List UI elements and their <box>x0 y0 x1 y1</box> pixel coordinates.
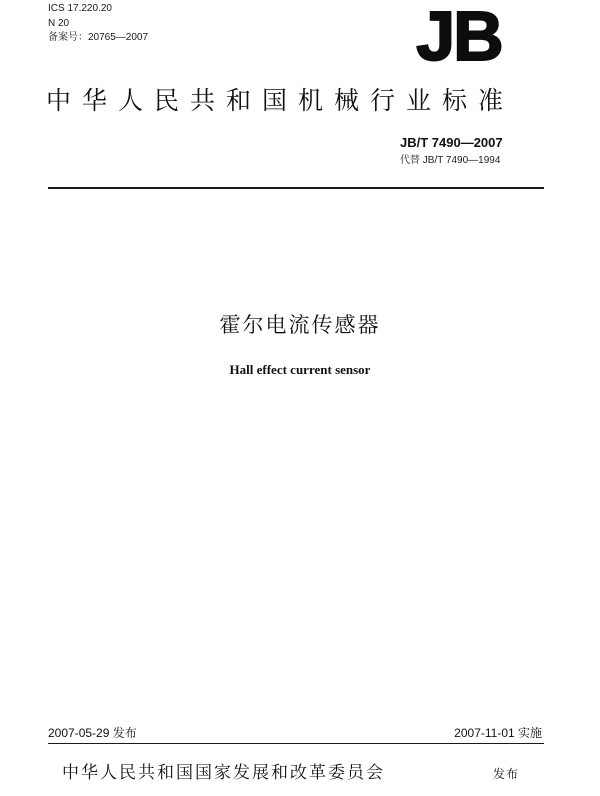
document-title-english: Hall effect current sensor <box>229 362 371 377</box>
issuing-body-title: 中华人民共和国机械行业标准 <box>46 86 515 115</box>
publisher-name: 中华人民共和国国家发展和改革委员会 <box>62 763 385 783</box>
jb-logo <box>400 2 518 68</box>
footer-divider <box>48 743 544 744</box>
issue-date: 2007-05-29 发布 <box>48 726 137 740</box>
jb-logo-text: JB <box>416 2 502 68</box>
replaced-standard: 代替 JB/T 7490—1994 <box>400 155 501 166</box>
classification-code: N 20 <box>48 18 70 29</box>
standard-code: JB/T 7490—2007 <box>400 135 503 150</box>
ics-code: ICS 17.220.20 <box>48 3 112 14</box>
document-title-chinese: 霍尔电流传感器 <box>219 313 381 337</box>
implementation-date: 2007-11-01 实施 <box>454 726 542 740</box>
header-divider <box>48 187 544 189</box>
record-number: 备案号：20765—2007 <box>48 32 149 43</box>
publisher-suffix: 发布 <box>493 767 520 781</box>
